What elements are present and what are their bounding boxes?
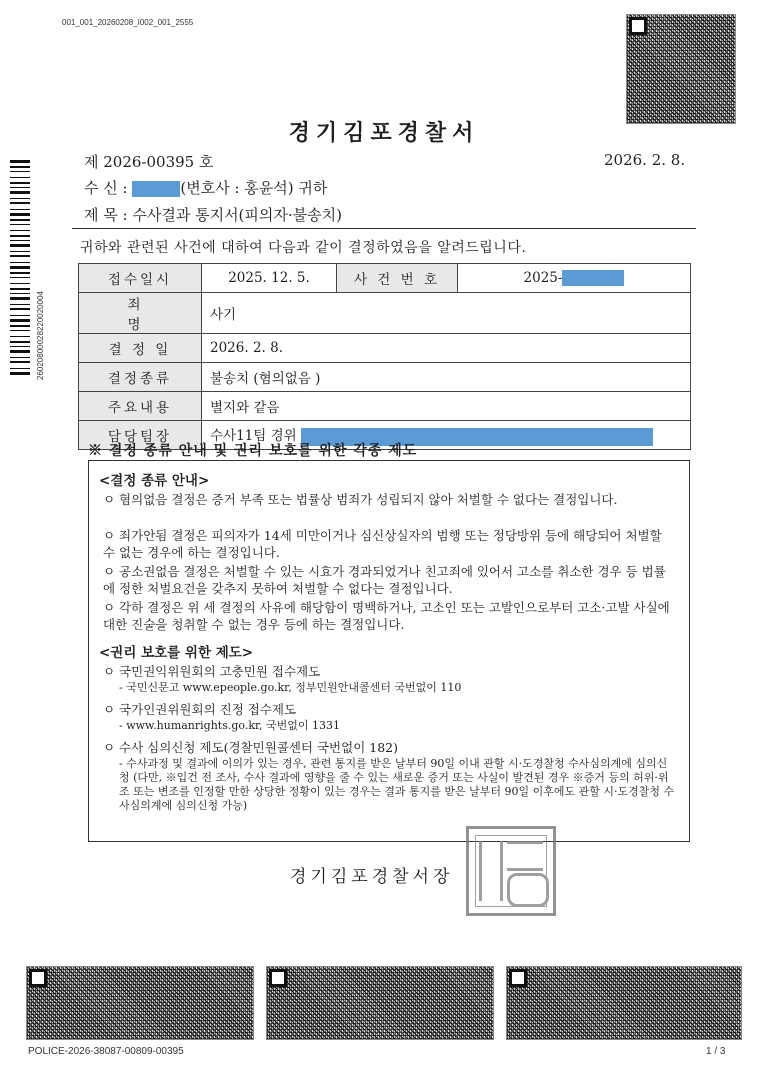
barcode-bar (10, 341, 30, 343)
rights-item-title: ㅇ 국가인권위원회의 진정 접수제도 (103, 702, 297, 717)
charge-value: 사기 (202, 293, 691, 334)
footer-id: POLICE-2026-38087-00809-00395 (28, 1046, 184, 1057)
qr-code-bottom (26, 966, 254, 1040)
table-row (79, 264, 691, 293)
barcode-bar (10, 202, 30, 204)
page-indicator: 1 / 3 (706, 1046, 726, 1057)
recipient-line (84, 177, 327, 198)
barcode-bar (10, 325, 30, 327)
receipt-date: 2025. 12. 5. (202, 264, 337, 293)
charge-label: 죄 명 (79, 293, 202, 334)
barcode-bar (10, 230, 30, 231)
intro-text: 귀하와 관련된 사건에 대하여 다음과 같이 결정하였음을 알려드립니다. (80, 240, 527, 256)
barcode-bar (10, 224, 30, 225)
barcode-bar (10, 255, 30, 257)
rights-item-detail: - www.humanrights.go.kr, 국번없이 1331 (119, 719, 341, 732)
decision-date-label: 결 정 일 (79, 334, 202, 363)
barcode-bar (10, 171, 30, 172)
case-info-table (78, 263, 691, 450)
decision-date: 2026. 2. 8. (202, 334, 691, 363)
barcode-bar (10, 315, 30, 316)
officer-prefix: 수사11팀 경위 (210, 428, 297, 445)
qr-code-bottom (266, 966, 494, 1040)
guide-item: ㅇ 공소권없음 결정은 처벌할 수 있는 시효가 경과되었거나 친고죄에 있어서 고소를 취소한 경우 등 법률에 정한 처벌요건을 갖추지 못하여 처벌할 수 없다는 결정입니다. (103, 564, 666, 596)
decision-type: 불송치 (혐의없음 ) (202, 363, 691, 392)
barcode-bar (10, 272, 30, 274)
official-seal (466, 826, 556, 916)
barcode-number: 26020800028220020004 (36, 291, 45, 380)
barcode-bar (10, 166, 30, 168)
header-divider (72, 228, 696, 229)
barcode-bar (10, 283, 30, 284)
notice-box (88, 460, 690, 842)
case-number (458, 264, 691, 293)
barcode-bar (10, 235, 30, 237)
barcode-left (10, 160, 32, 380)
page-title: 경기김포경찰서 (288, 120, 480, 146)
barcode-bar (10, 288, 30, 290)
content-label: 주요내용 (79, 392, 202, 421)
barcode-bar (10, 357, 30, 358)
table-row (79, 363, 691, 392)
barcode-bar (10, 187, 30, 188)
table-row (79, 334, 691, 363)
rights-item-title: ㅇ 국민권익위원회의 고충민원 접수제도 (103, 664, 321, 679)
barcode-bar (10, 330, 30, 331)
guide-item: ㅇ 혐의없음 결정은 증거 부족 또는 법률상 범죄가 성립되지 않아 처벌할 수 없다는 결정입니다. (103, 492, 618, 507)
barcode-bar (10, 182, 30, 184)
recipient-rest: (변호사 : 홍윤석) 귀하 (180, 179, 328, 197)
barcode-bar (10, 350, 30, 353)
signature: 경기김포경찰서장 (290, 867, 454, 887)
recipient-label: 수 신 : (84, 179, 128, 197)
table-row (79, 392, 691, 421)
barcode-bar (10, 266, 30, 269)
barcode-bar (10, 191, 30, 194)
guide-item: ㅇ 죄가안됨 결정은 피의자가 14세 미만이거나 심신상실자의 범행 또는 정당방위 등에 해당되어 처벌할 수 없는 경우에 하는 결정입니다. (103, 528, 662, 560)
officer-label: 담당팀장 (79, 421, 202, 450)
case-number-label: 사 건 번 호 (337, 264, 458, 293)
barcode-bar (10, 308, 30, 310)
document-code: 001_001_20260208_I002_001_2555 (62, 18, 194, 27)
barcode-bar (10, 219, 30, 221)
case-number-prefix: 2025- (523, 269, 563, 286)
barcode-bar (10, 293, 30, 294)
barcode-bar (10, 304, 30, 305)
guide-heading: <결정 종류 안내> (99, 473, 210, 489)
guide-item: ㅇ 각하 결정은 위 세 결정의 사유에 해당함이 명백하거나, 고소인 또는 고발인으로부터 고소·고발 사실에 대한 진술을 청취할 수 없는 경우 등에 하는 결정입니다. (103, 600, 670, 632)
barcode-bar (10, 372, 30, 375)
barcode-bar (10, 319, 30, 322)
subject-label: 제 목 : (84, 206, 128, 224)
document-number: 제 2026-00395 호 (84, 153, 214, 171)
barcode-bar (10, 160, 30, 163)
document-date: 2026. 2. 8. (604, 151, 686, 169)
rights-heading: <권리 보호를 위한 제도> (99, 645, 254, 661)
barcode-bar (10, 277, 30, 278)
decision-type-label: 결정종류 (79, 363, 202, 392)
barcode-bar (10, 368, 30, 369)
barcode-bar (10, 361, 30, 363)
barcode-bar (10, 297, 30, 300)
redacted-case-number (562, 270, 624, 286)
barcode-bar (10, 209, 30, 210)
subject-line (84, 204, 342, 225)
notice-heading: ※ 결정 종류 안내 및 권리 보호를 위한 각종 제도 (88, 443, 418, 459)
barcode-bar (10, 346, 30, 347)
barcode-bar (10, 177, 30, 178)
barcode-bar (10, 262, 30, 263)
barcode-bar (10, 336, 30, 337)
qr-code-top (626, 14, 736, 124)
barcode-bar (10, 251, 30, 252)
content-value: 별지와 같음 (202, 392, 691, 421)
rights-item-title: ㅇ 수사 심의신청 제도(경찰민원콜센터 국번없이 182) (103, 740, 398, 755)
barcode-bar (10, 240, 30, 241)
rights-item-detail: - 수사과정 및 결과에 이의가 있는 경우, 관련 통지를 받은 날부터 90일 이내 관할 시·도경찰청 수사심의계에 심의신청 (다만, ※입건 전 조사, 수사 결과에 영향을 줄 수 있는 새로운 증거 또는 사실이 발견된 경우 ※증거 등의 허위·위조 또는 변조를 인정할 만한 상당한 정황이 있는 경우는 결과 통지를 받은 날부터 90일 이후에도 관할 시·도경찰청 수사심의계에 심의신청 가능) (119, 757, 675, 812)
qr-code-bottom (506, 966, 742, 1040)
receipt-date-label: 접수일시 (79, 264, 202, 293)
subject-text: 수사결과 통지서(피의자·불송치) (132, 206, 342, 224)
barcode-bar (10, 198, 30, 199)
redacted-recipient (132, 181, 180, 197)
table-row (79, 293, 691, 334)
barcode-bar (10, 213, 30, 216)
rights-item-detail: - 국민신문고 www.epeople.go.kr, 정부민원안내콜센터 국번없이 110 (119, 681, 462, 694)
barcode-bar (10, 244, 30, 247)
